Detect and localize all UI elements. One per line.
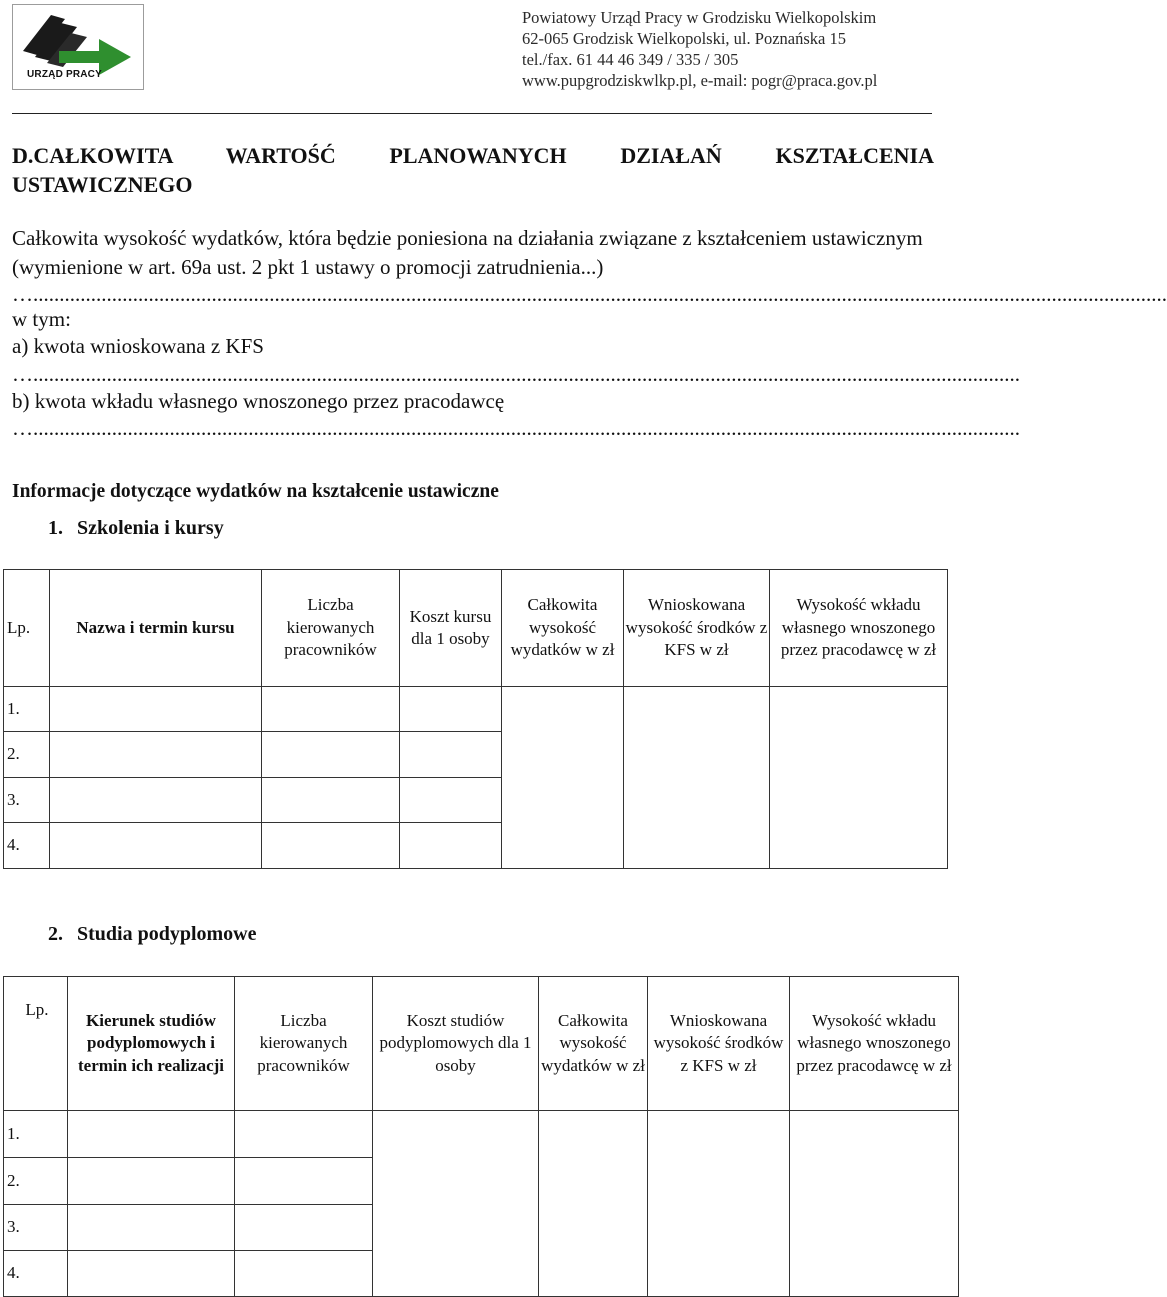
col-header-lp: Lp. xyxy=(4,977,68,1111)
col-header-kfs: Wnioskowana wysokość środków z KFS w zł xyxy=(648,977,790,1111)
row-number: 1. xyxy=(4,687,50,732)
table-row xyxy=(4,687,948,732)
employees-cell[interactable] xyxy=(262,823,400,869)
col-header-kfs: Wnioskowana wysokość środków z KFS w zł xyxy=(624,570,770,687)
row-number: 1. xyxy=(4,1111,68,1158)
cost-cell[interactable] xyxy=(400,778,502,823)
study-field-cell[interactable] xyxy=(68,1158,235,1205)
row-number: 3. xyxy=(4,1205,68,1251)
row-number: 2. xyxy=(4,732,50,778)
cost-cell[interactable] xyxy=(400,687,502,732)
postgraduate-table xyxy=(3,976,959,1297)
header-address xyxy=(522,7,877,91)
own-cell[interactable] xyxy=(770,687,948,869)
course-name-cell[interactable] xyxy=(50,778,262,823)
table-row xyxy=(4,1111,959,1158)
subsection-courses: 1. Szkolenia i kursy xyxy=(48,517,224,539)
in-which-label: w tym: xyxy=(12,307,71,331)
employees-cell[interactable] xyxy=(235,1251,373,1297)
item-a-label: a) kwota wnioskowana z KFS xyxy=(12,334,264,358)
info-heading: Informacje dotyczące wydatków na kształcenie ustawiczne xyxy=(12,481,499,502)
col-header-study-field: Kierunek studiów podyplomowych i termin ich realizacji xyxy=(68,977,235,1111)
table-header-row xyxy=(4,977,959,1111)
section-title: D.CAŁKOWITA WARTOŚĆ PLANOWANYCH DZIAŁAŃ KSZTAŁCENIA xyxy=(12,143,934,168)
col-header-employees: Liczba kierowanych pracowników xyxy=(235,977,373,1111)
study-field-cell[interactable] xyxy=(68,1111,235,1158)
employees-cell[interactable] xyxy=(262,732,400,778)
item-b-label: b) kwota wkładu własnego wnoszonego przez pracodawcę xyxy=(12,389,505,413)
row-number: 2. xyxy=(4,1158,68,1205)
header-line-office: Powiatowy Urząd Pracy w Grodzisku Wielkopolskim xyxy=(522,8,877,27)
col-header-lp: Lp. xyxy=(4,570,50,687)
col-header-own: Wysokość wkładu własnego wnoszonego przez pracodawcę w zł xyxy=(770,570,948,687)
employees-cell[interactable] xyxy=(235,1158,373,1205)
cost-cell[interactable] xyxy=(373,1111,539,1297)
col-header-own: Wysokość wkładu własnego wnoszonego przez pracodawcę w zł xyxy=(790,977,959,1111)
total-amount-field[interactable]: …........................................................................................................................................................................................................................ xyxy=(12,282,1167,306)
kfs-cell[interactable] xyxy=(624,687,770,869)
col-header-cost-per-person: Koszt studiów podyplomowych dla 1 osoby xyxy=(373,977,539,1111)
employees-cell[interactable] xyxy=(262,778,400,823)
study-field-cell[interactable] xyxy=(68,1205,235,1251)
courses-table xyxy=(3,569,948,869)
total-cell[interactable] xyxy=(502,687,624,869)
cost-cell[interactable] xyxy=(400,823,502,869)
kfs-amount-field[interactable]: …............................................................................................................................................................................................ xyxy=(12,362,1020,386)
header-line-address: 62-065 Grodzisk Wielkopolski, ul. Poznańska 15 xyxy=(522,29,846,48)
col-header-cost-per-person: Koszt kursu dla 1 osoby xyxy=(400,570,502,687)
employees-cell[interactable] xyxy=(235,1205,373,1251)
section-paragraph: Całkowita wysokość wydatków, która będzie poniesiona na działania związane z kształceniem ustawicznym (wymienione w art. 69a ust. 2 pkt 1 ustawy o promocji zatrudnienia...) xyxy=(12,226,923,279)
total-cell[interactable] xyxy=(539,1111,648,1297)
kfs-cell[interactable] xyxy=(648,1111,790,1297)
header-line-web: www.pupgrodziskwlkp.pl, e-mail: pogr@praca.gov.pl xyxy=(522,71,878,90)
subsection-postgraduate: 2. Studia podyplomowe xyxy=(48,923,257,945)
cost-cell[interactable] xyxy=(400,732,502,778)
course-name-cell[interactable] xyxy=(50,823,262,869)
col-header-employees: Liczba kierowanych pracowników xyxy=(262,570,400,687)
course-name-cell[interactable] xyxy=(50,732,262,778)
col-header-course-name: Nazwa i termin kursu xyxy=(50,570,262,687)
row-number: 4. xyxy=(4,1251,68,1297)
own-cell[interactable] xyxy=(790,1111,959,1297)
col-header-total: Całkowita wysokość wydatków w zł xyxy=(502,570,624,687)
employees-cell[interactable] xyxy=(235,1111,373,1158)
table-header-row xyxy=(4,570,948,687)
header-divider xyxy=(12,113,932,114)
study-field-cell[interactable] xyxy=(68,1251,235,1297)
col-header-total: Całkowita wysokość wydatków w zł xyxy=(539,977,648,1111)
logo-text: URZĄD PRACY xyxy=(27,69,102,80)
employees-cell[interactable] xyxy=(262,687,400,732)
row-number: 3. xyxy=(4,778,50,823)
course-name-cell[interactable] xyxy=(50,687,262,732)
section-title-continued: USTAWICZNEGO xyxy=(12,172,193,197)
own-contribution-field[interactable]: …............................................................................................................................................................................................ xyxy=(12,416,1020,440)
logo xyxy=(12,4,144,90)
header-line-phone: tel./fax. 61 44 46 349 / 335 / 305 xyxy=(522,50,739,69)
row-number: 4. xyxy=(4,823,50,869)
